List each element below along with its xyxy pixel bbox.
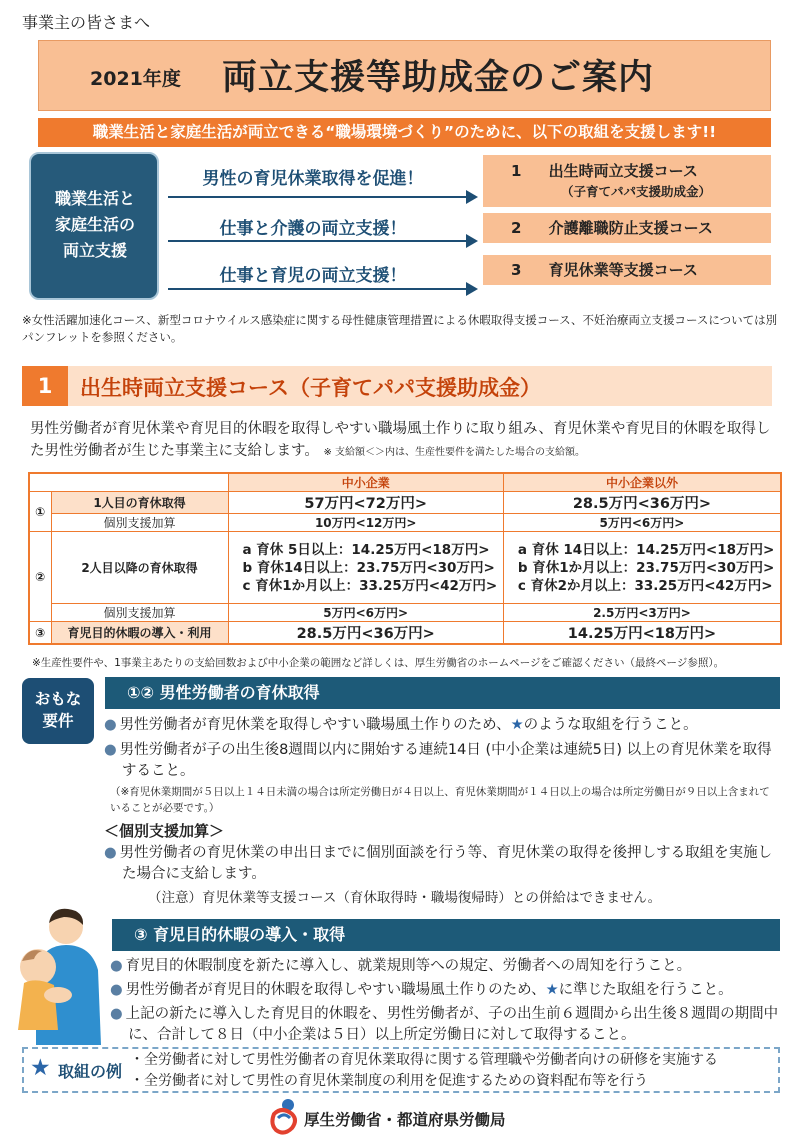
requirement-note: （※育児休業期間が５日以上１４日未満の場合は所定労働日が４日以上、育児休業期間が１４日以上の場合は所定労働日が９日以上含まれていることが必要です。） <box>110 786 770 814</box>
star-icon: ★ <box>30 1055 51 1081</box>
caution-text: （注意）育児休業等支援コース（育休取得時・職場復帰時）との併給はできません。 <box>148 890 662 906</box>
section-description: 男性労働者が育児休業や育児目的休暇を取得しやすい職場風土作りに取り組み、育児休業や育児目的休暇を取得した男性労働者が生じた事業主に支給します。 ※ 支給額＜＞内は、生産性要件を満たした場合の支給額。 <box>30 421 771 459</box>
grant-amount-table <box>28 472 782 645</box>
arrow-line <box>168 240 468 242</box>
cell-value: 28.5万円<36万円> <box>503 492 781 514</box>
requirement-item: ● 育児目的休暇制度を新たに導入し、就業規則等への規定、労働者への周知を行うこと。 <box>110 958 692 974</box>
cell-value: 14.25万円<18万円> <box>503 622 781 645</box>
requirement-bar-1: ①② 男性労働者の育休取得 <box>105 677 780 709</box>
intro-banner: 職業生活と家庭生活が両立できる“職場環境づくり”のために、以下の取組を支援します!! <box>38 118 771 147</box>
arrow-right-icon <box>466 234 478 248</box>
star-icon: ★ <box>545 982 559 998</box>
bullet-icon: ● <box>104 717 117 733</box>
row-number: ③ <box>29 622 51 645</box>
course-subname: （子育てパパ支援助成金） <box>561 184 712 199</box>
section-title: 出生時両立支援コース（子育てパパ支援助成金） <box>80 376 541 400</box>
course-num: 2 <box>511 219 522 237</box>
support-item-paternity: 男性の育児休業取得を促進！ <box>202 169 424 189</box>
row-number: ① <box>29 492 51 532</box>
example-label: 取組の例 <box>58 1062 123 1081</box>
individual-support-heading: ＜個別支援加算＞ <box>104 822 225 840</box>
course-name: 出生時両立支援コース <box>548 162 698 180</box>
father-hand <box>44 987 72 1003</box>
arrow-right-icon <box>466 190 478 204</box>
arrow-line <box>168 288 468 290</box>
work-life-balance-text: 職業生活と 家庭生活の 両立支援 <box>54 189 135 260</box>
support-item-childcare: 仕事と育児の両立支援！ <box>219 266 407 286</box>
cell-value-list: a 育休 14日以上：14.25万円<18万円> b 育休1か月以上：23.75万円<30万円> c 育休2か月以上：33.25万円<42万円> <box>503 532 781 604</box>
row-label: 1人目の育休取得 <box>51 492 228 514</box>
example-list <box>130 1050 718 1092</box>
ministry-name: 厚生労働省・都道府県労働局 <box>304 1111 506 1129</box>
cell-value: 57万円<72万円> <box>228 492 503 514</box>
list-item: ・全労働者に対して男性の育児休業制度の利用を促進するための資料配布等を行う <box>130 1073 648 1089</box>
row-label: 個別支援加算 <box>51 514 228 532</box>
amount-note: ※ 支給額＜＞内は、生産性要件を満たした場合の支給額。 <box>323 447 586 458</box>
bullet-icon: ● <box>104 845 117 861</box>
cell-value: 2.5万円<3万円> <box>503 604 781 622</box>
list-item: ・全労働者に対して男性労働者の育児休業取得に関する管理職や労働者向けの研修を実施する <box>130 1052 718 1068</box>
col-header-other: 中小企業以外 <box>503 473 781 492</box>
page-title: 両立支援等助成金のご案内 <box>222 58 655 98</box>
bullet-icon: ● <box>110 958 123 974</box>
bullet-icon: ● <box>110 1006 123 1022</box>
addressee-text: 事業主の皆さまへ <box>22 13 151 32</box>
col-header-sme: 中小企業 <box>228 473 503 492</box>
cell-value: 28.5万円<36万円> <box>228 622 503 645</box>
course-num: 1 <box>511 162 522 180</box>
title-year: 2021年度 <box>90 68 181 90</box>
father-baby-illustration <box>6 905 106 1045</box>
cell-value: 10万円<12万円> <box>228 514 503 532</box>
arrow-line <box>168 196 468 198</box>
row-label: 2人目以降の育休取得 <box>51 532 228 604</box>
star-icon: ★ <box>510 717 524 733</box>
cell-value-list: a 育休 5日以上：14.25万円<18万円> b 育休14日以上：23.75万円<30万円> c 育休1か月以上：33.25万円<42万円> <box>228 532 503 604</box>
course-box-2 <box>483 213 771 243</box>
bullet-icon: ● <box>110 982 123 998</box>
requirement-item: ● 上記の新たに導入した育児目的休暇を、男性労働者が、子の出生前６週間から出生後８週間の期間中に、合計して８日（中小企業は５日）以上所定労働日に対して取得すること。 <box>110 1006 779 1043</box>
course-box-3 <box>483 255 771 285</box>
requirement-bar-2: ③ 育児目的休暇の導入・取得 <box>112 919 780 951</box>
other-courses-footnote: ※女性活躍加速化コース、新型コロナウイルス感染症に関する母性健康管理措置による休暇取得支援コース、不妊治療両立支援コースについては別パンフレットを参照ください。 <box>22 313 778 344</box>
row-label: 育児目的休暇の導入・利用 <box>51 622 228 645</box>
support-item-care: 仕事と介護の両立支援！ <box>219 219 407 239</box>
ministry-logo-icon <box>268 1098 300 1138</box>
requirements-label: おもな 要件 <box>22 678 94 744</box>
requirement-item: ● 男性労働者が育児目的休暇を取得しやすい職場風土作りのため、★に準じた取組を行うこと。 <box>110 982 733 998</box>
cell-value: 5万円<6万円> <box>503 514 781 532</box>
bullet-icon: ● <box>104 742 117 758</box>
course-box-1 <box>483 155 771 207</box>
course-name: 育児休業等支援コース <box>548 261 698 279</box>
requirement-item: ● 男性労働者が育児休業を取得しやすい職場風土作りのため、★のような取組を行うこと。 <box>104 717 698 733</box>
cell-value: 5万円<6万円> <box>228 604 503 622</box>
baby-head <box>20 949 56 985</box>
arrow-right-icon <box>466 282 478 296</box>
table-footnote: ※生産性要件や、1事業主あたりの支給回数および中小企業の範囲など詳しくは、厚生労働省のホームページをご確認ください（最終ページ参照）。 <box>32 657 725 669</box>
requirement-item: ● 男性労働者が子の出生後8週間以内に開始する連続14日 (中小企業は連続5日) 以上の育児休業を取得すること。 <box>104 742 772 779</box>
course-name: 介護離職防止支援コース <box>548 219 713 237</box>
course-num: 3 <box>511 261 522 279</box>
row-label: 個別支援加算 <box>51 604 228 622</box>
section-number: 1 <box>22 366 68 406</box>
requirement-item: ● 男性労働者の育児休業の申出日までに個別面談を行う等、育児休業の取得を後押しする取組を実施した場合に支給します。 <box>104 845 773 882</box>
row-number: ② <box>29 532 51 622</box>
